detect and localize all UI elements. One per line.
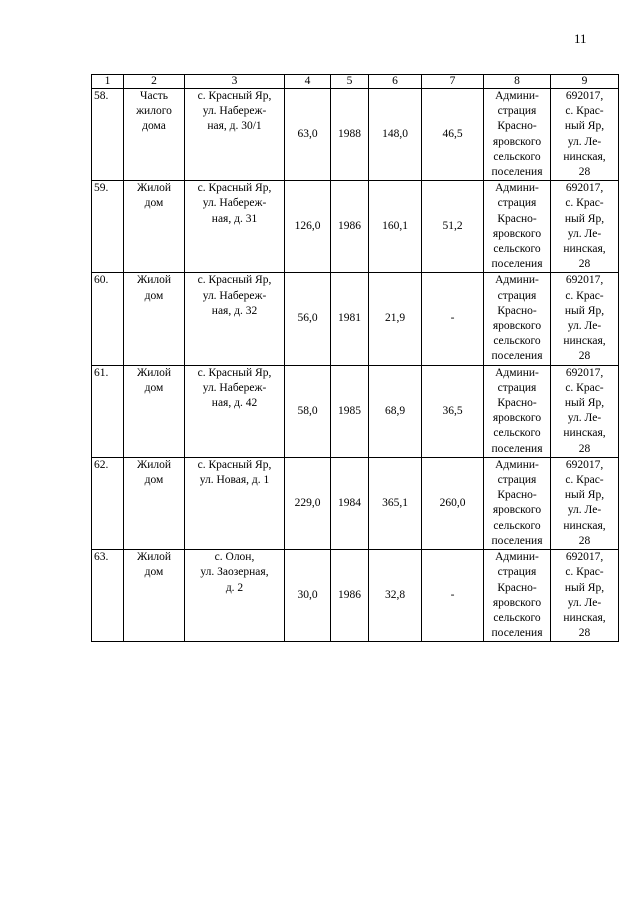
table-row (92, 89, 619, 181)
land-area: 58,0 (285, 365, 331, 457)
build-year: 1988 (331, 89, 369, 181)
living-area: 51,2 (422, 181, 484, 273)
living-area: - (422, 550, 484, 642)
land-area: 56,0 (285, 273, 331, 365)
land-area: 126,0 (285, 181, 331, 273)
owner-address: 692017, с. Крас- ный Яр, ул. Ле- нинская, 28 (551, 457, 619, 549)
row-number: 63. (92, 550, 124, 642)
total-area: 68,9 (369, 365, 422, 457)
object-type: Жилой дом (124, 457, 185, 549)
header-row (92, 75, 619, 89)
column-header: 7 (422, 75, 484, 89)
column-header: 6 (369, 75, 422, 89)
table-header (92, 75, 619, 89)
table-row (92, 181, 619, 273)
living-area: 46,5 (422, 89, 484, 181)
owner: Админи- страция Красно- яровского сельского поселения (484, 273, 551, 365)
owner: Админи- страция Красно- яровского сельского поселения (484, 457, 551, 549)
object-type: Жилой дом (124, 365, 185, 457)
table-row (92, 550, 619, 642)
column-header: 1 (92, 75, 124, 89)
owner-address: 692017, с. Крас- ный Яр, ул. Ле- нинская, 28 (551, 181, 619, 273)
housing-registry-table (91, 74, 619, 642)
build-year: 1985 (331, 365, 369, 457)
living-area: - (422, 273, 484, 365)
object-address: с. Красный Яр, ул. Набереж- ная, д. 30/1 (185, 89, 285, 181)
object-type: Часть жилого дома (124, 89, 185, 181)
total-area: 21,9 (369, 273, 422, 365)
land-area: 30,0 (285, 550, 331, 642)
table-row (92, 457, 619, 549)
total-area: 365,1 (369, 457, 422, 549)
column-header: 5 (331, 75, 369, 89)
living-area: 36,5 (422, 365, 484, 457)
row-number: 59. (92, 181, 124, 273)
page-number: 11 (574, 31, 587, 46)
land-area: 63,0 (285, 89, 331, 181)
build-year: 1986 (331, 181, 369, 273)
object-type: Жилой дом (124, 181, 185, 273)
table-row (92, 273, 619, 365)
land-area: 229,0 (285, 457, 331, 549)
row-number: 58. (92, 89, 124, 181)
column-header: 2 (124, 75, 185, 89)
owner-address: 692017, с. Крас- ный Яр, ул. Ле- нинская, 28 (551, 365, 619, 457)
build-year: 1986 (331, 550, 369, 642)
column-header: 4 (285, 75, 331, 89)
owner: Админи- страция Красно- яровского сельского поселения (484, 365, 551, 457)
column-header: 3 (185, 75, 285, 89)
build-year: 1984 (331, 457, 369, 549)
owner: Админи- страция Красно- яровского сельского поселения (484, 181, 551, 273)
column-header: 9 (551, 75, 619, 89)
row-number: 60. (92, 273, 124, 365)
owner-address: 692017, с. Крас- ный Яр, ул. Ле- нинская, 28 (551, 550, 619, 642)
total-area: 32,8 (369, 550, 422, 642)
owner-address: 692017, с. Крас- ный Яр, ул. Ле- нинская, 28 (551, 89, 619, 181)
owner-address: 692017, с. Крас- ный Яр, ул. Ле- нинская, 28 (551, 273, 619, 365)
build-year: 1981 (331, 273, 369, 365)
owner: Админи- страция Красно- яровского сельского поселения (484, 550, 551, 642)
owner: Админи- страция Красно- яровского сельского поселения (484, 89, 551, 181)
table-row (92, 365, 619, 457)
object-address: с. Красный Яр, ул. Набереж- ная, д. 31 (185, 181, 285, 273)
object-type: Жилой дом (124, 550, 185, 642)
object-address: с. Олон, ул. Заозерная, д. 2 (185, 550, 285, 642)
total-area: 160,1 (369, 181, 422, 273)
total-area: 148,0 (369, 89, 422, 181)
row-number: 61. (92, 365, 124, 457)
object-type: Жилой дом (124, 273, 185, 365)
column-header: 8 (484, 75, 551, 89)
living-area: 260,0 (422, 457, 484, 549)
object-address: с. Красный Яр, ул. Набереж- ная, д. 42 (185, 365, 285, 457)
object-address: с. Красный Яр, ул. Новая, д. 1 (185, 457, 285, 549)
row-number: 62. (92, 457, 124, 549)
table-body (92, 89, 619, 642)
object-address: с. Красный Яр, ул. Набереж- ная, д. 32 (185, 273, 285, 365)
